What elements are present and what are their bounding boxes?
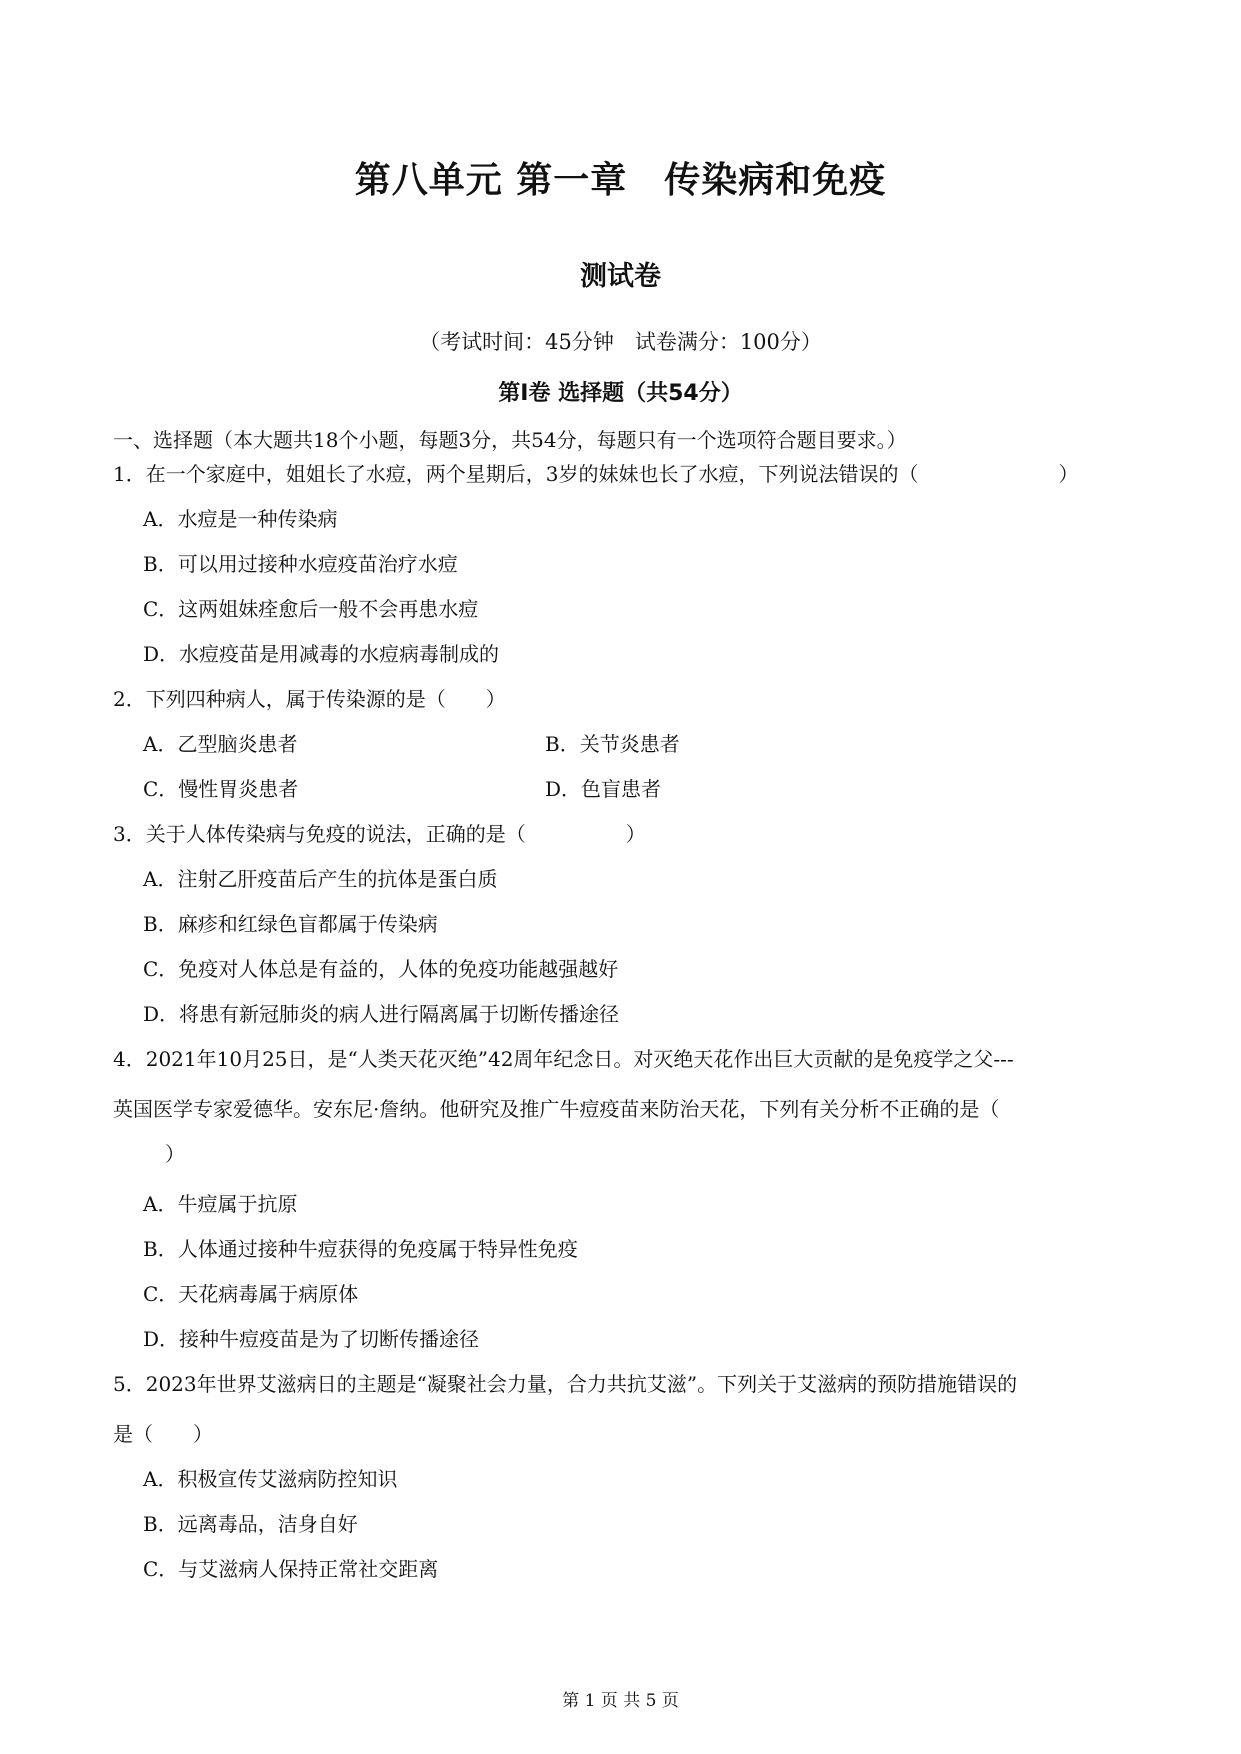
question-2-option-d: D．色盲患者: [545, 777, 662, 801]
question-4-option-d: D．接种牛痘疫苗是为了切断传播途径: [143, 1327, 480, 1351]
question-3-option-c: C．免疫对人体总是有益的，人体的免疫功能越强越好: [143, 957, 619, 981]
question-4-option-c: C．天花病毒属于病原体: [143, 1282, 359, 1306]
question-2-option-c: C．慢性胃炎患者: [143, 777, 299, 801]
question-3-option-b: B．麻疹和红绿色盲都属于传染病: [143, 912, 438, 936]
question-3-option-a: A．注射乙肝疫苗后产生的抗体是蛋白质: [143, 867, 498, 891]
question-2-option-a: A．乙型脑炎患者: [143, 732, 298, 756]
question-3-stem: 3．关于人体传染病与免疫的说法，正确的是（ ）: [113, 822, 646, 846]
instructions: 一、选择题（本大题共18个小题，每题3分，共54分，每题只有一个选项符合题目要求。）: [113, 428, 907, 452]
question-2-option-b: B．关节炎患者: [545, 732, 680, 756]
question-4-stem-line-3: ）: [165, 1142, 185, 1166]
question-5-stem-line-1: 5．2023年世界艾滋病日的主题是“凝聚社会力量，合力共抗艾滋”。下列关于艾滋病的预防措施错误的: [113, 1372, 1018, 1396]
page-subtitle: 测试卷: [580, 261, 661, 292]
question-4-option-a: A．牛痘属于抗原: [143, 1192, 298, 1216]
page-footer: 第 1 页 共 5 页: [562, 1691, 679, 1711]
section-title: 第Ⅰ卷 选择题（共54分）: [498, 381, 743, 406]
question-5-stem-line-2: 是（ ）: [113, 1422, 213, 1446]
question-1-option-d: D．水痘疫苗是用减毒的水痘病毒制成的: [143, 642, 500, 666]
question-1-option-c: C．这两姐妹痊愈后一般不会再患水痘: [143, 597, 479, 621]
question-3-option-d: D．将患有新冠肺炎的病人进行隔离属于切断传播途径: [143, 1002, 620, 1026]
question-1-stem: 1．在一个家庭中，姐姐长了水痘，两个星期后，3岁的妹妹也长了水痘，下列说法错误的（ ）: [113, 462, 1079, 486]
exam-info: （考试时间：45分钟 试卷满分：100分）: [419, 330, 822, 354]
question-5-option-c: C．与艾滋病人保持正常社交距离: [143, 1557, 439, 1581]
question-5-option-b: B．远离毒品，洁身自好: [143, 1512, 358, 1536]
question-4-option-b: B．人体通过接种牛痘获得的免疫属于特异性免疫: [143, 1237, 578, 1261]
question-4-stem-line-1: 4．2021年10月25日，是“人类天花灭绝”42周年纪念日。对灭绝天花作出巨大贡献的是免疫学之父---: [113, 1047, 1014, 1071]
question-1-option-b: B．可以用过接种水痘疫苗治疗水痘: [143, 552, 458, 576]
question-2-stem: 2．下列四种病人，属于传染源的是（ ）: [113, 687, 506, 711]
question-5-option-a: A．积极宣传艾滋病防控知识: [143, 1467, 398, 1491]
question-4-stem-line-2: 英国医学专家爱德华。安东尼·詹纳。他研究及推广牛痘疫苗来防治天花，下列有关分析不正确的是（: [113, 1097, 1000, 1121]
question-1-option-a: A．水痘是一种传染病: [143, 507, 338, 531]
page-title: 第八单元 第一章 传染病和免疫: [354, 160, 887, 201]
